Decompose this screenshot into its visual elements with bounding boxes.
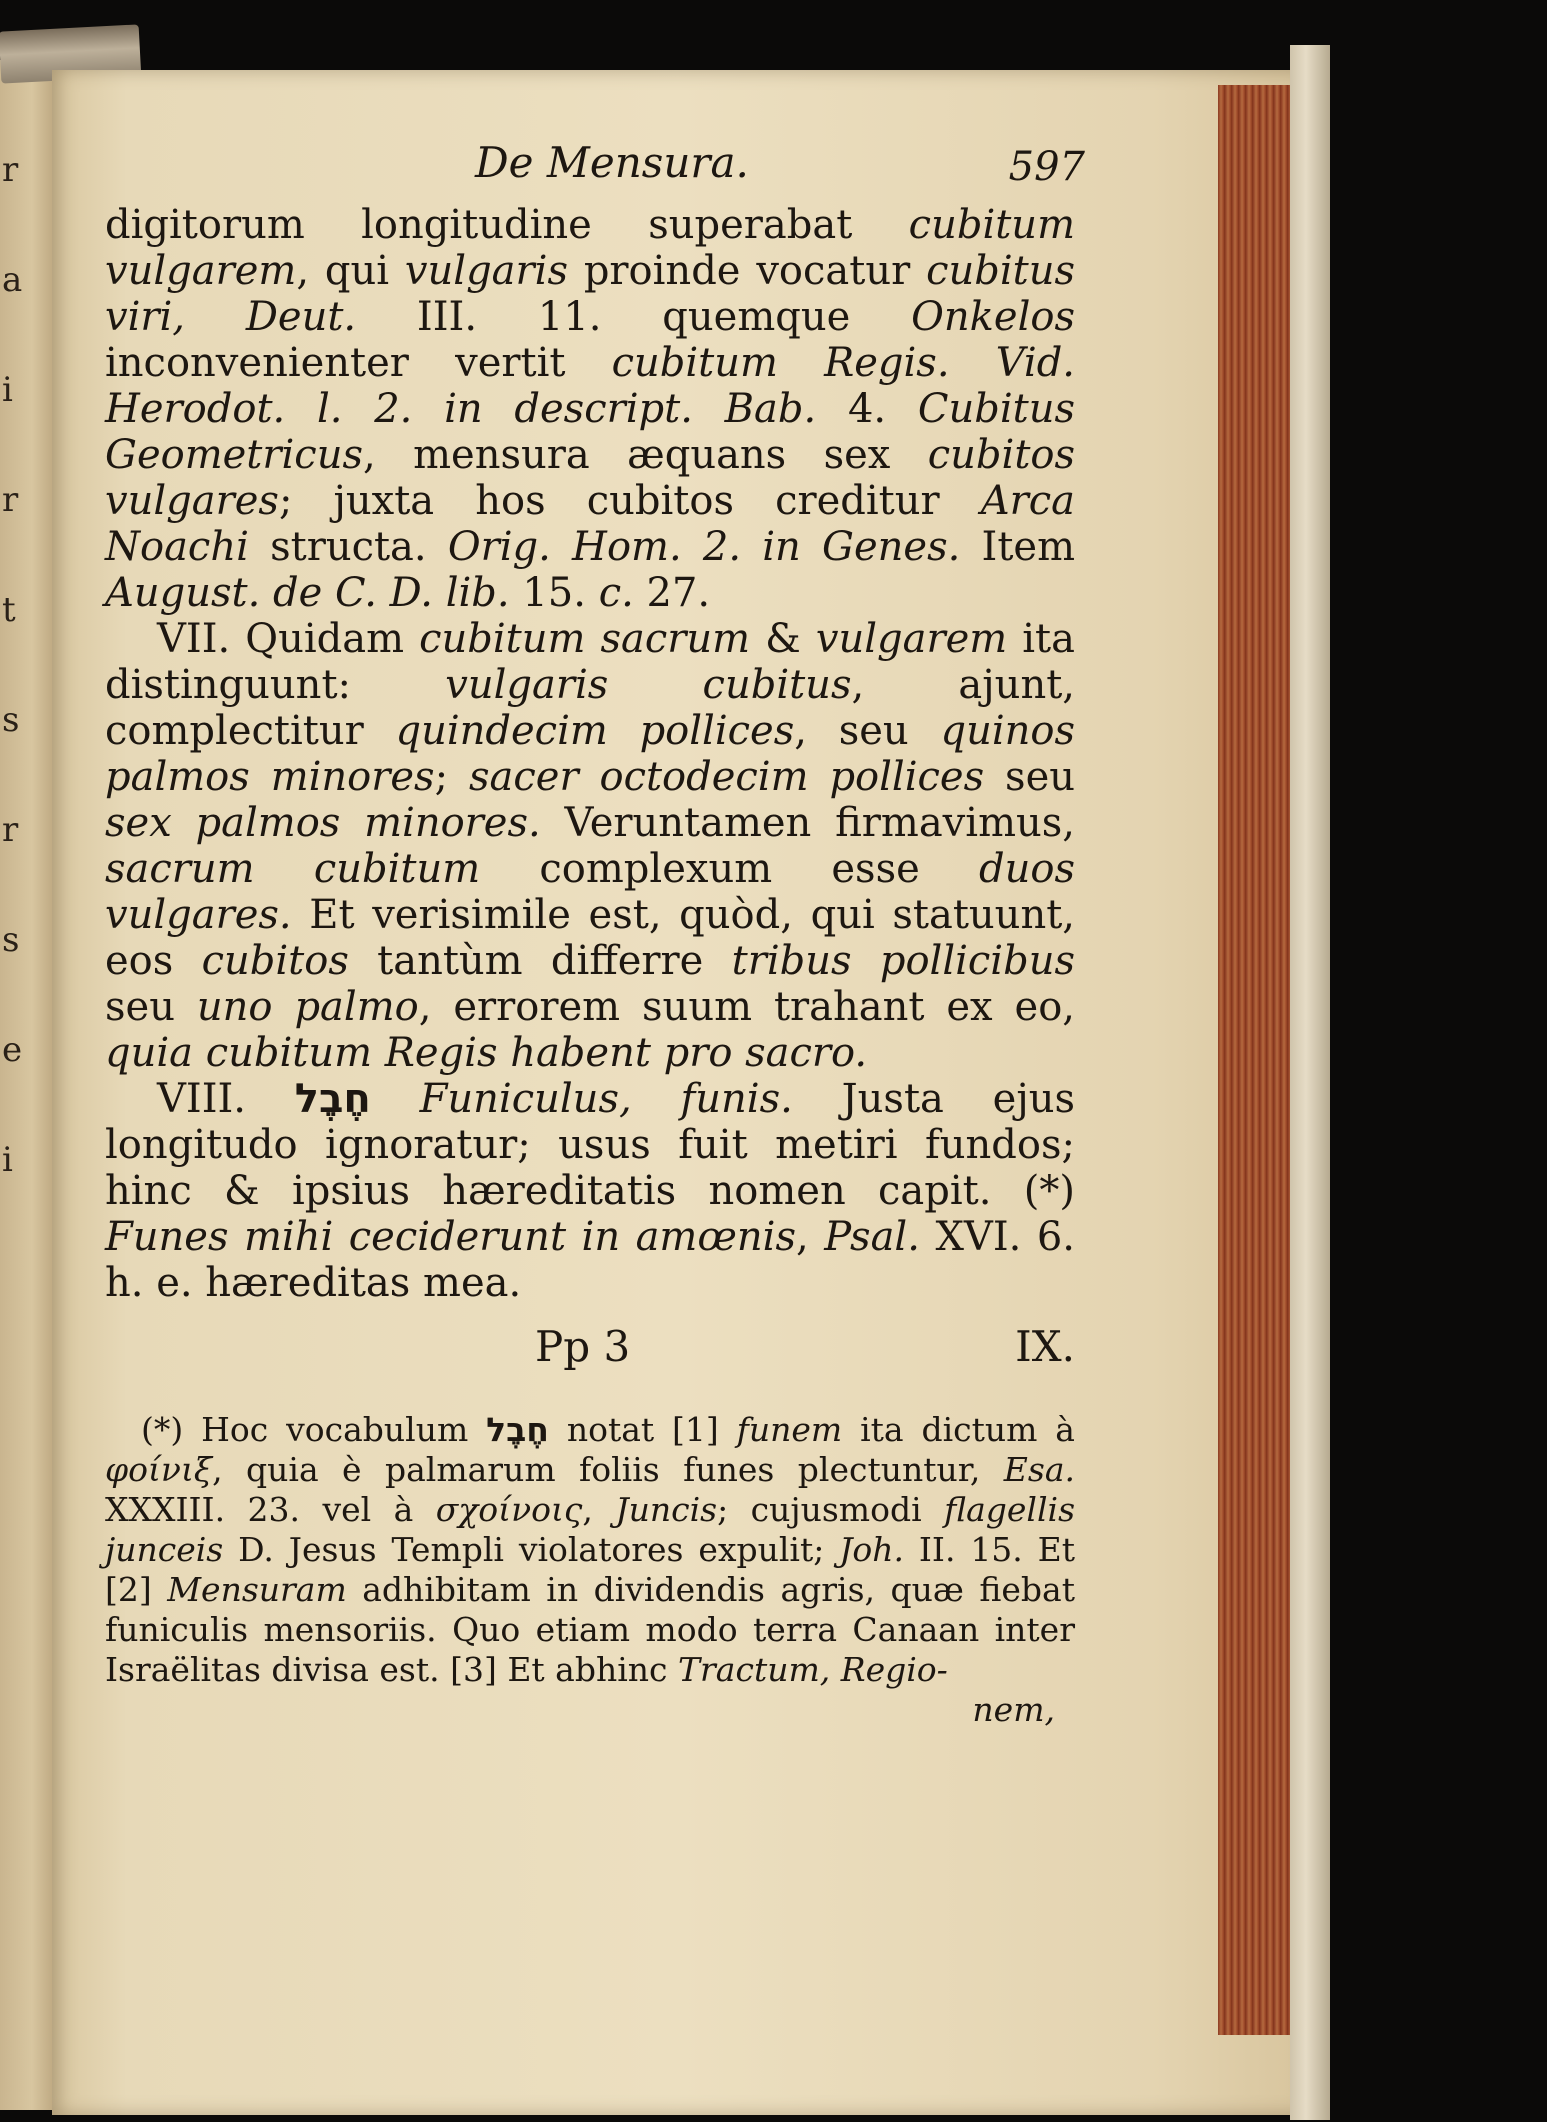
italic-text: cubitum sacrum [419,616,751,662]
footnote [105,1410,1075,1730]
running-title: De Mensura. [475,138,749,187]
previous-page-edge [0,60,60,2110]
italic-text: August. de C. D. lib. [105,570,510,616]
text-run: , errorem suum trahant ex eo, [418,984,1075,1030]
fragment-letter: i [2,370,13,410]
italic-text: sacrum cubitum [105,846,481,892]
footnote-text [105,1410,1075,1690]
text-run: tantùm differre [348,938,732,984]
text-run: , quia è palmarum foliis funes plectuntur, [212,1450,1004,1489]
italic-text: cubitos [201,938,349,984]
text-run: Item [960,524,1075,570]
fragment-letter: a [2,260,23,300]
italic-text: cubitos vulgares [105,432,1075,524]
fragment-letter: r [2,150,19,190]
text-run: , mensura æquans sex [363,432,928,478]
text-run [371,1076,420,1122]
text-run: , qui [296,248,405,294]
text-run: D. Jesus Templi violatores expulit; [223,1530,840,1569]
italic-text: c. [598,570,634,616]
page-header [105,138,1085,196]
text-run: Et verisimile est, quòd, qui statuunt, eos [105,892,1075,984]
text-run: II. 15. Et [2] [105,1530,1075,1609]
catch-line [105,1324,1075,1380]
italic-text: vulgaris cubitus [445,662,852,708]
italic-text: vulgarem [815,616,1008,662]
text-run: XVI. 6. h. e. hæreditas mea. [105,1214,1075,1306]
text-run: ; cujusmodi [717,1490,945,1529]
main-text [105,202,1075,1306]
signature-mark: Pp 3 [535,1322,631,1371]
text-run: (*) Hoc vocabulum [141,1410,487,1449]
paragraph [105,202,1075,616]
paragraph [105,616,1075,1076]
text-run: inconvenienter vertit [105,340,612,386]
italic-text: sacer octodecim pollices [469,754,985,800]
text-run: proinde vocatur [567,248,927,294]
fragment-letter: t [2,590,16,630]
fragment-letter: e [2,1030,23,1070]
italic-text: Joh. [839,1530,905,1569]
paragraph [105,1076,1075,1306]
italic-text: flagellis junceis [105,1490,1076,1569]
italic-text: Onkelos [911,294,1075,340]
text-run: VII. Quidam [157,616,420,662]
text-run: digitorum longitudine superabat [105,202,909,248]
text-run: XXXIII. 23. vel à [105,1490,436,1529]
text-run: ; juxta hos cubitos creditur [278,478,981,524]
text-run: 15. [509,570,599,616]
fragment-letter: s [2,700,20,740]
text-run: ita dictum à [842,1410,1075,1449]
italic-text: Cubitus Geometricus [105,386,1075,478]
italic-text: Orig. Hom. 2. in Genes. [447,524,961,570]
fragment-letter: i [2,1140,13,1180]
book-cover-edge [1290,45,1330,2120]
text-run: 27. [633,570,711,616]
page-content [105,138,1085,1730]
text-run: & [750,616,816,662]
italic-text: quia cubitum Regis habent pro sacro. [105,1030,868,1076]
italic-text: vulgaris [404,248,568,294]
text-run: structa. [248,524,448,570]
italic-text: sex palmos minores. [105,800,541,846]
text-run: 4. [816,386,918,432]
fragment-letter: r [2,810,19,850]
italic-text: φοίνιξ [105,1450,213,1489]
page-number: 597 [1008,144,1085,190]
fragment-letter: r [2,480,19,520]
italic-text: cubitus viri, Deut. [105,248,1075,340]
italic-text: duos vulgares. [105,846,1075,938]
text-run: , [796,1214,825,1260]
text-run: Justa ejus longitudo ignoratur; usus fuit metiri fundos; hinc & ipsius hæreditatis nomen capit. (*) [105,1076,1076,1214]
text-run: complexum esse [480,846,980,892]
page-edges [1218,85,1290,2035]
italic-text: quinos palmos minores [105,708,1075,800]
text-run: , ajunt, complectitur [105,662,1075,754]
text-run: Veruntamen firmavimus, [540,800,1075,846]
italic-text: uno palmo [196,984,419,1030]
text-run: ; [434,754,469,800]
text-run: notat [1] [548,1410,737,1449]
italic-text: Juncis [615,1490,718,1529]
footnote-last-word: nem, [972,1690,1055,1729]
italic-text: Funiculus, funis. [419,1076,793,1122]
text-run: , seu [794,708,941,754]
italic-text: cubitum vulgarem [105,202,1075,294]
hebrew-word: חֶבֶל [294,1076,371,1122]
italic-text: cubitum Regis. Vid. Herodot. l. 2. in descript. Bab. [105,340,1076,432]
catchword: IX. [1015,1322,1075,1371]
italic-text: quindecim pollices [395,708,795,754]
italic-text: Psal. [824,1214,920,1260]
text-run: ita distinguunt: [105,616,1075,708]
italic-text: σχοίνοις [435,1490,583,1529]
italic-text: Mensuram [167,1570,347,1609]
italic-text: funem [736,1410,843,1449]
fragment-letter: s [2,920,20,960]
italic-text: Arca Noachi [105,478,1075,570]
italic-text: tribus pollicibus [731,938,1075,984]
text-run: seu [984,754,1076,800]
text-run: adhibitam in dividendis agris, quæ fiebat funiculis mensoriis. Quo etiam modo terra Canaan inter Israëlitas divisa est. [3] Et abhinc [105,1570,1075,1689]
text-run: III. 11. quemque [356,294,912,340]
text-run: VIII. [157,1076,295,1122]
text-run: seu [105,984,197,1030]
italic-text: Esa. [1003,1450,1075,1489]
text-run: , [582,1490,616,1529]
italic-text: Tractum, Regio- [678,1650,948,1689]
italic-text: Funes mihi ceciderunt in amœnis [105,1214,796,1260]
hebrew-word: חֶבֶל [486,1410,549,1449]
